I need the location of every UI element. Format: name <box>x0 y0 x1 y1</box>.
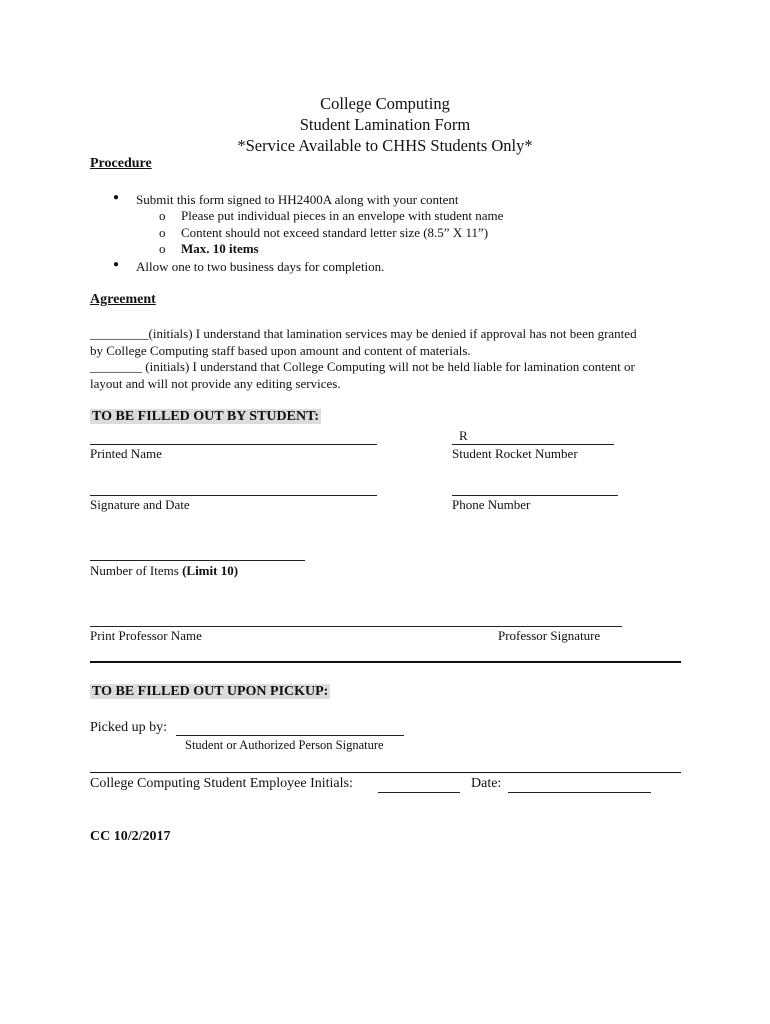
student-section-heading-text: TO BE FILLED OUT BY STUDENT: <box>92 409 320 424</box>
pickup-section-heading <box>90 684 330 700</box>
number-of-items-label <box>90 563 238 579</box>
number-of-items-field[interactable] <box>90 560 305 561</box>
picked-up-by-field[interactable] <box>176 735 404 736</box>
sub-bullet-icon: o <box>159 208 166 223</box>
form-version-code: CC 10/2/2017 <box>90 829 171 844</box>
sub-bullet-icon: o <box>159 225 166 240</box>
phone-number-field[interactable] <box>452 495 618 496</box>
agreement-text-line-2: by College Computing staff based upon amount and content of materials. <box>90 343 471 358</box>
student-section-heading <box>90 409 321 425</box>
form-title: Student Lamination Form <box>299 115 471 134</box>
printed-name-label: Printed Name <box>90 446 162 461</box>
section-divider <box>90 661 681 663</box>
agreement-heading: Agreement <box>90 292 156 307</box>
procedure-heading: Procedure <box>90 156 152 171</box>
rocket-number-field[interactable] <box>452 444 614 445</box>
agreement-text-line-3[interactable]: ________ (initials) I understand that College Computing will not be held liable for lamination content or <box>90 359 635 374</box>
phone-number-label: Phone Number <box>452 497 531 512</box>
pickup-section-heading-text: TO BE FILLED OUT UPON PICKUP: <box>92 684 329 699</box>
form-subtitle: *Service Available to CHHS Students Only* <box>237 136 533 155</box>
employee-initials-label: College Computing Student Employee Initials: <box>90 776 353 791</box>
section-divider <box>90 772 681 773</box>
picked-up-by-sublabel: Student or Authorized Person Signature <box>185 738 384 752</box>
procedure-substep-3: Max. 10 items <box>181 241 259 256</box>
printed-name-field[interactable] <box>90 444 377 445</box>
agreement-text-line-1[interactable]: _________(initials) I understand that lamination services may be denied if approval has not been granted <box>90 326 637 341</box>
employee-initials-field[interactable] <box>378 792 460 793</box>
items-limit-text: (Limit 10) <box>182 563 239 578</box>
number-of-items-text: Number of Items <box>90 563 183 578</box>
rocket-number-label: Student Rocket Number <box>452 446 578 461</box>
professor-field[interactable] <box>90 626 622 627</box>
signature-date-label: Signature and Date <box>90 497 190 512</box>
picked-up-by-label: Picked up by: <box>90 720 167 735</box>
pickup-date-label: Date: <box>471 776 502 791</box>
procedure-step-2: Allow one to two business days for completion. <box>136 259 385 274</box>
signature-date-field[interactable] <box>90 495 377 496</box>
procedure-step-1: Submit this form signed to HH2400A along with your content <box>136 192 459 207</box>
sub-bullet-icon: o <box>159 241 166 256</box>
rocket-number-prefix: R <box>459 428 468 443</box>
professor-name-label: Print Professor Name <box>90 628 202 643</box>
pickup-date-field[interactable] <box>508 792 651 793</box>
bullet-icon: ● <box>113 192 120 203</box>
agreement-text-line-4: layout and will not provide any editing services. <box>90 376 341 391</box>
professor-signature-label: Professor Signature <box>498 628 601 643</box>
procedure-substep-1: Please put individual pieces in an envelope with student name <box>181 208 504 223</box>
form-org-title: College Computing <box>320 94 450 113</box>
bullet-icon: ● <box>113 259 120 270</box>
procedure-substep-2: Content should not exceed standard letter size (8.5” X 11”) <box>181 225 489 240</box>
